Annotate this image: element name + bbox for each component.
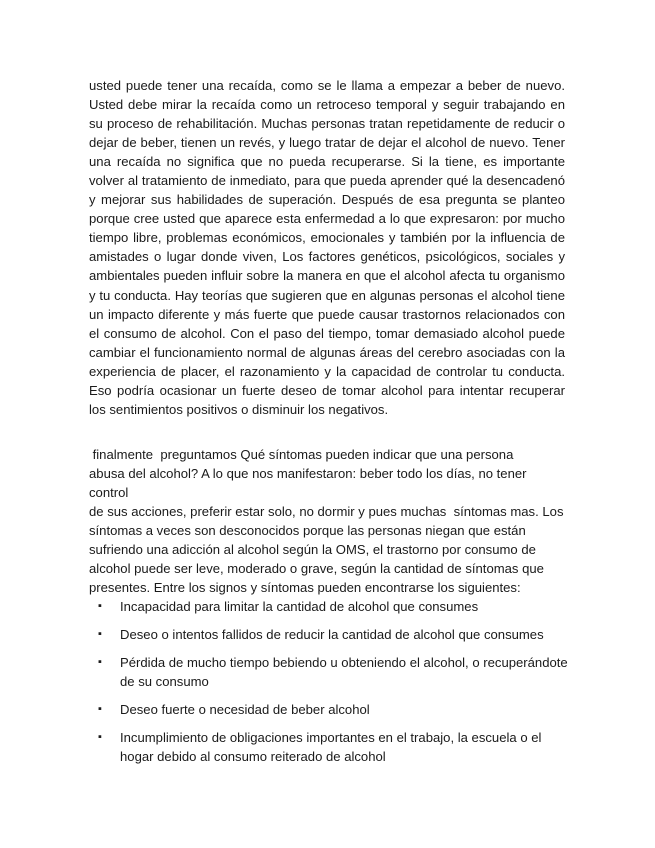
paragraph-symptoms-intro: [89, 445, 567, 597]
bullet-square-icon: ▪: [98, 703, 102, 716]
bullet-square-icon: ▪: [98, 600, 102, 612]
list-item: [89, 625, 569, 644]
list-item-text: Incumplimiento de obligaciones importantes en el trabajo, la escuela o el hogar debido al consumo reiterado de alcohol: [120, 730, 542, 765]
paragraph-line: alcohol puede ser leve, moderado o grave, según la cantidad de síntomas que: [89, 561, 544, 577]
list-item: [89, 653, 569, 691]
bullet-square-icon: ▪: [98, 656, 102, 669]
list-item-text: Incapacidad para limitar la cantidad de alcohol que consumes: [120, 599, 479, 614]
paragraph-line: presentes. Entre los signos y síntomas pueden encontrarse los siguientes:: [89, 580, 521, 596]
list-item-text: Pérdida de mucho tiempo bebiendo u obteniendo el alcohol, o recuperándote de su consumo: [120, 655, 568, 690]
paragraph-line: finalmente preguntamos Qué síntomas pueden indicar que una persona: [89, 447, 514, 462]
paragraph-line: de sus acciones, preferir estar solo, no dormir y pues muchas síntomas mas. Los: [89, 504, 564, 520]
symptoms-list: [89, 597, 569, 775]
paragraph-relapse-and-causes: usted puede tener una recaída, como se le llama a empezar a beber de nuevo. Usted debe mirar la recaída como un retroceso temporal y seguir trabajando en su proceso de rehabilitación. Muchas personas tratan repetidamente de reducir o dejar de beber, tienen un revés, y luego tratar de dejar el alcohol de nuevo. Tener una recaída no significa que no pueda recuperarse. Si la tiene, es importante volver al tratamiento de inmediato, para que pueda aprender qué la desencadenó y mejorar sus habilidades de superación. Después de esa pregunta se planteo porque cree usted que aparece esta enfermedad a lo que expresaron: por mucho tiempo libre, problemas económicos, emocionales y también por la influencia de amistades o lugar donde viven, Los factores genéticos, psicológicos, sociales y ambientales pueden influir sobre la manera en que el alcohol afecta tu organismo y tu conducta. Hay teorías que sugieren que en algunas personas el alcohol tiene un impacto diferente y más fuerte que puede causar trastornos relacionados con el consumo de alcohol. Con el paso del tiempo, tomar demasiado alcohol puede cambiar el funcionamiento normal de algunas áreas del cerebro asociadas con la experiencia de placer, el razonamiento y la capacidad de controlar tu conducta. Eso podría ocasionar un fuerte deseo de tomar alcohol para intentar recuperar los sentimientos positivos o disminuir los negativos.: [89, 78, 565, 417]
paragraph-line: sufriendo una adicción al alcohol según la OMS, el trastorno por consumo de: [89, 542, 536, 558]
list-item: [89, 728, 569, 766]
list-item: [89, 700, 569, 719]
bullet-square-icon: ▪: [98, 628, 102, 641]
paragraph-line: abusa del alcohol? A lo que nos manifestaron: beber todo los días, no tener control: [89, 466, 527, 501]
bullet-square-icon: ▪: [98, 731, 102, 744]
list-item-text: Deseo fuerte o necesidad de beber alcohol: [120, 702, 370, 718]
list-item: [89, 597, 569, 616]
paragraph-line: síntomas a veces son desconocidos porque las personas niegan que están: [89, 523, 526, 539]
list-item-text: Deseo o intentos fallidos de reducir la cantidad de alcohol que consumes: [120, 627, 544, 643]
